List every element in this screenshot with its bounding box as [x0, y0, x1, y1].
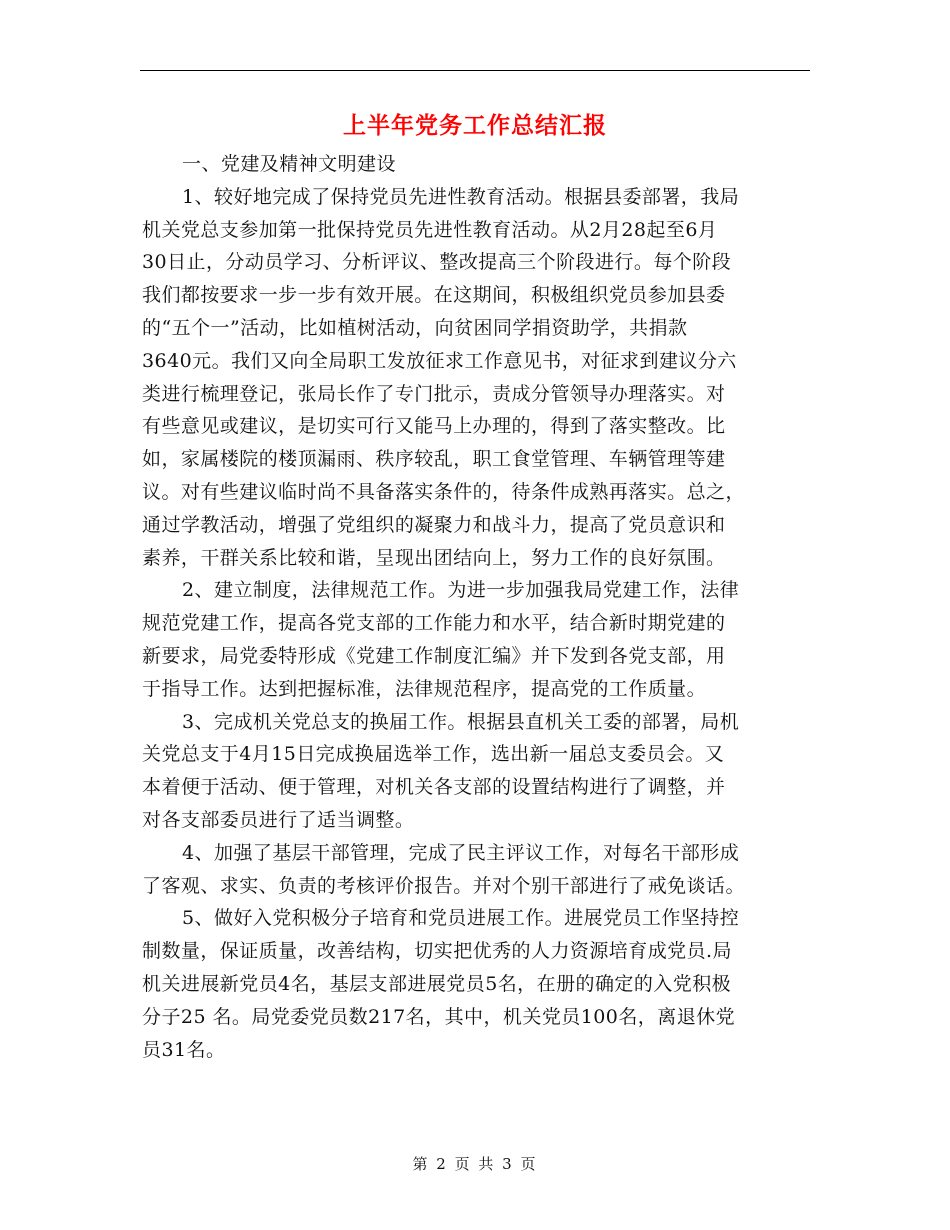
paragraph-line: 我们都按要求一步一步有效开展。在这期间，积极组织党员参加县委 [142, 284, 726, 307]
paragraph-line: 有些意见或建议，是切实可行又能马上办理的，得到了落实整改。比 [142, 415, 726, 438]
paragraph-line: 员31名。 [142, 1038, 226, 1061]
paragraph-first-line: 3、完成机关党总支的换届工作。根据县直机关工委的部署，局机 [182, 710, 740, 733]
paragraph-first-line: 1、较好地完成了保持党员先进性教育活动。根据县委部署，我局 [182, 185, 740, 208]
paragraph-line: 通过学教活动，增强了党组织的凝聚力和战斗力，提高了党员意识和 [142, 513, 726, 536]
paragraph-line: 机关进展新党员4名，基层支部进展党员5名，在册的确定的入党积极 [142, 972, 732, 995]
paragraph-line: 对各支部委员进行了适当调整。 [142, 808, 415, 831]
paragraph-first-line: 一、党建及精神文明建设 [182, 153, 396, 175]
paragraph-line: 机关党总支参加第一批保持党员先进性教育活动。从2月28起至6月 [142, 218, 718, 241]
page-footer: 第 2 页 共 3 页 [412, 1155, 538, 1173]
document-body [142, 148, 808, 1066]
paragraph-line: 3640元。我们又向全局职工发放征求工作意见书，对征求到建议分六 [142, 349, 737, 372]
paragraph-first-line: 4、加强了基层干部管理，完成了民主评议工作，对每名干部形成 [182, 841, 740, 864]
paragraph-line: 类进行梳理登记，张局长作了专门批示，责成分管领导办理落实。对 [142, 382, 726, 405]
paragraph-line: 素养，干群关系比较和谐，呈现出团结向上，努力工作的良好氛围。 [142, 546, 726, 569]
paragraph-line: 新要求，局党委特形成《党建工作制度汇编》并下发到各党支部，用 [142, 644, 726, 667]
paragraph-line: 规范党建工作，提高各党支部的工作能力和水平，结合新时期党建的 [142, 612, 726, 635]
header-rule [140, 70, 810, 71]
paragraph-first-line: 5、做好入党积极分子培育和党员进展工作。进展党员工作坚持控 [182, 907, 740, 930]
paragraph-line: 了客观、求实、负责的考核评价报告。并对个别干部进行了戒免谈话。 [142, 874, 745, 897]
paragraph-line: 分子25 名。局党委党员数217名，其中，机关党员100名，离退休党 [142, 1005, 736, 1028]
paragraph-line: 制数量，保证质量，改善结构，切实把优秀的人力资源培育成党员.局 [142, 940, 732, 963]
paragraph-line: 于指导工作。达到把握标准，法律规范程序，提高党的工作质量。 [142, 677, 707, 700]
paragraph-line: 30日止，分动员学习、分析评议、整改提高三个阶段进行。每个阶段 [142, 251, 732, 274]
paragraph-line: 议。对有些建议临时尚不具备落实条件的，待条件成熟再落实。总之， [142, 480, 745, 503]
paragraph-line: 的“五个一”活动，比如植树活动，向贫困同学捐资助学，共捐款 [142, 316, 688, 339]
paragraph-line: 本着便于活动、便于管理，对机关各支部的设置结构进行了调整，并 [142, 776, 726, 799]
document-title: 上半年党务工作总结汇报 [343, 112, 607, 139]
paragraph-line: 关党总支于4月15日完成换届选举工作，选出新一届总支委员会。又 [142, 743, 725, 766]
paragraph-line: 如，家属楼院的楼顶漏雨、秩序较乱，职工食堂管理、车辆管理等建 [142, 448, 726, 471]
paragraph-first-line: 2、建立制度，法律规范工作。为进一步加强我局党建工作，法律 [182, 579, 740, 602]
